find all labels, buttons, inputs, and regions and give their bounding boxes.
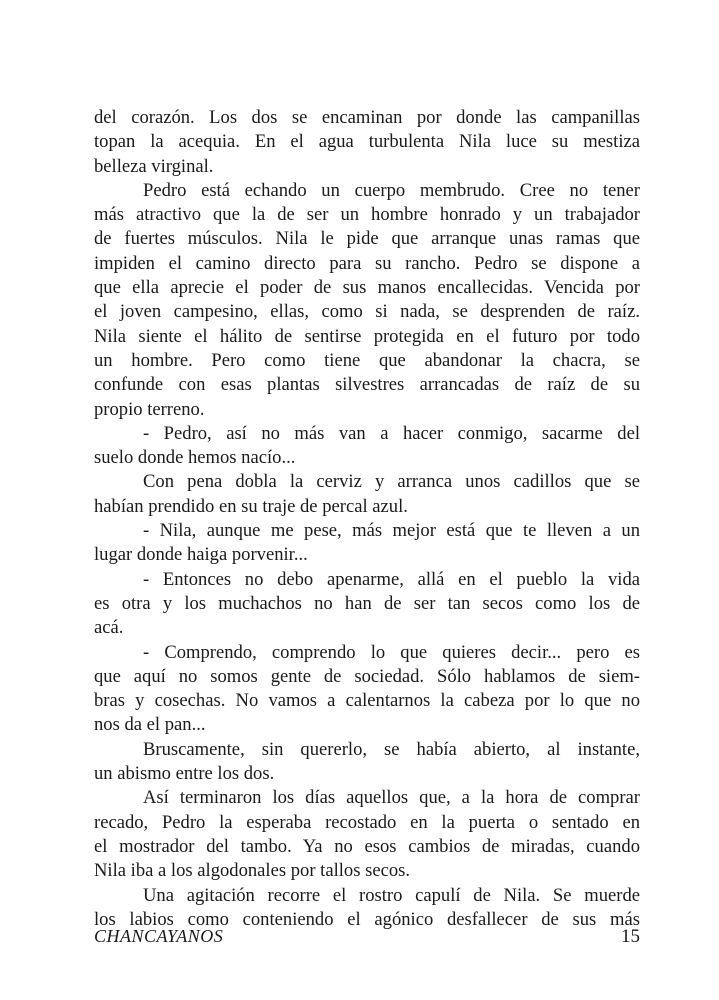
text-line: más atractivo que la de ser un hombre honrado y un trabajador (94, 204, 640, 226)
text-line: los labios como conteniendo el agónico desfallecer de sus más (94, 908, 640, 930)
running-title: CHANCAYANOS (94, 926, 224, 946)
text-line: - Comprendo, comprendo lo que quieres decir... pero es (143, 641, 640, 663)
text-line: el mostrador del tambo. Ya no esos cambios de miradas, cuando (94, 835, 640, 857)
text-line: - Pedro, así no más van a hacer conmigo, sacarme del (143, 422, 640, 444)
text-line: suelo donde hemos nacío... (94, 447, 296, 469)
text-line: impiden el camino directo para su rancho. Pedro se dispone a (94, 252, 640, 274)
text-line: acá. (94, 617, 124, 639)
text-line: Una agitación recorre el rostro capulí de Nila. Se muerde (143, 884, 640, 906)
text-line: Nila siente el hálito de sentirse protegida en el futuro por todo (94, 325, 640, 347)
text-line: - Entonces no debo apenarme, allá en el pueblo la vida (143, 568, 640, 590)
text-line: Así terminaron los días aquellos que, a la hora de comprar (143, 787, 640, 809)
text-line: propio terreno. (94, 398, 205, 420)
text-line: - Nila, aunque me pese, más mejor está que te lleven a un (143, 520, 640, 542)
text-line: un hombre. Pero como tiene que abandonar la chacra, se (94, 349, 640, 371)
text-line: Bruscamente, sin quererlo, se había abierto, al instante, (143, 738, 640, 760)
text-line: recado, Pedro la esperaba recostado en la puerta o sentado en (94, 811, 640, 833)
text-line: que ella aprecie el poder de sus manos encallecidas. Vencida por (94, 277, 640, 299)
text-line: un abismo entre los dos. (94, 763, 275, 785)
text-line: de fuertes músculos. Nila le pide que arranque unas ramas que (94, 228, 640, 250)
text-line: habían prendido en su traje de percal azul. (94, 495, 408, 517)
text-line: lugar donde haiga porvenir... (94, 544, 308, 566)
text-line: el joven campesino, ellas, como si nada, se desprenden de raíz. (94, 301, 640, 323)
text-line: del corazón. Los dos se encaminan por donde las campanillas (94, 107, 640, 128)
text-line: Pedro está echando un cuerpo membrudo. Cree no tener (143, 179, 640, 201)
text-line: belleza virginal. (94, 155, 214, 177)
page-number: 15 (621, 926, 640, 947)
text-line: es otra y los muchachos no han de ser tan secos como los de (94, 592, 640, 614)
text-line: bras y cosechas. No vamos a calentarnos la cabeza por lo que no (94, 690, 640, 712)
page-footer (94, 926, 640, 952)
text-line: confunde con esas plantas silvestres arrancadas de raíz de su (94, 374, 640, 396)
text-line: Nila iba a los algodonales por tallos secos. (94, 860, 411, 882)
text-line: topan la acequia. En el agua turbulenta Nila luce su mestiza (94, 131, 640, 153)
text-line: nos da el pan... (94, 714, 206, 736)
text-line: Con pena dobla la cerviz y arranca unos cadillos que se (143, 471, 640, 493)
text-line: que aquí no somos gente de sociedad. Sólo hablamos de siem- (94, 665, 640, 687)
body-text (94, 106, 640, 932)
